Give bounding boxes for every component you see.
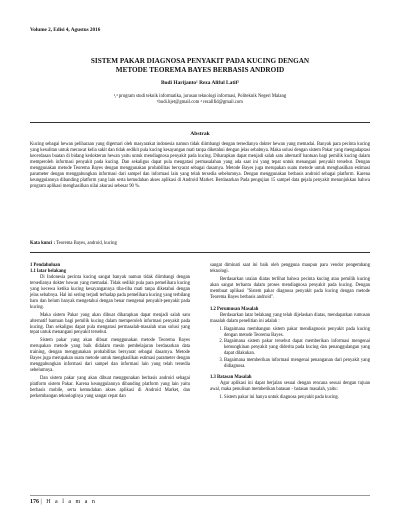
affiliation bbox=[60, 94, 340, 107]
paragraph: Berdasarkan uraian diatas terlihat bahwa pecinta kucing atau pemilik kucing akan sangat terbantu dalam proses mendiagnosa penyakit pada kucing. Dengan membuat aplikasi "Sistem pakar diagnosa penyakit pada kucing dengan metode Teorema Bayes berbasis android". bbox=[210, 276, 370, 300]
problem-list bbox=[210, 327, 370, 371]
list-item: 2. Bagaimana sistem pakar tersebut dapat memberikan informasi mengenai kemungkinan penyakit yang diderita pada kucing dan penanggulangan yang dapat dilakukan. bbox=[224, 339, 370, 357]
list-item: 1. Sistem pakar ini hanya untuk diagnosa penyakit pada kucing. bbox=[224, 395, 370, 401]
paragraph: sangat diminati saat ini baik oleh pengguna maupun para vendor pengembang teknologi. bbox=[210, 263, 370, 274]
abstract-body: Kucing sebagai hewan peliharaan yang digemari oleh masyarakat indonesia namun tidak diimbangi dengan tersedianya dokter hewan yang memadai. Banyak para pecinta kucing yang kesulitan untuk merawat kelia sakit dan tidak sedikit pula kucing kesayangan mati tanpa diketahui dengan jelas sebabnya. Maka solusi dengan sistem Pakar yang mengadaptasi kecerdasan buatan di bidang kedokteran hewan yaitu untuk mendiagnosa penyakit pada kucing. Diharapkan dapat menjadi salah satu alternatif bantuan bagi pemilik kucing dalam memperoleh informasi penyakit pada kucing. Dan sekaligus dapat pula mengatasi permasalahan yang ada saat ini yang tepat untuk menangani penyakit tersebut. Dengan menggunakan metode Teorema Bayes dengan menggunakan probabilitas bersyarat sebagai dasarnya. Metode Bayes juga merupakan suatu metode untuk menghasilkan estimasi parameter dengan menggabungkan informasi dari sampel dan informasi lain yang telah tersedia sebelumnya. Dengan menggunakan berbasis android sebagai platform. Karena keunggulannya dibanding platform yang lain serta kemudahan akses aplikasi di Android Market. Berdasarkan Pada pengujian 15 sampel data gejala penyakit menunjukkan bahwa program aplikasi menghasilkan nilai akurasi sebesar 90 %. bbox=[30, 142, 370, 189]
paragraph: Dan sistem pakar yang akan dibuat menggunakan berbasis android sebagai platform sistem Pakar. Karena keunggulannya dibanding platform yang lain yaitu berbasis mobile, serta kemudahan akses aplikasi di Android Market, dan perkembangan teknologinya yang sangat cepat dan bbox=[30, 376, 190, 400]
list-item: 1. Bagaimana membangun sistem pakar mendiagnosis penyakit pada kucing dengan metode Teorema Bayes. bbox=[224, 327, 370, 339]
subsection-heading-scope: 1.3 Batasan Masalah bbox=[210, 375, 252, 381]
affiliation-line-1: ¹,² program studi teknik informatika, jurusan teknologi informasi, Politeknik Negeri Malang bbox=[113, 94, 287, 99]
keywords-value: Teorema Bayes, android, kucing bbox=[56, 241, 117, 246]
right-column bbox=[210, 263, 370, 402]
scope-list bbox=[210, 395, 370, 401]
footer-divider bbox=[30, 495, 370, 496]
page-label: | H a l a m a n bbox=[40, 499, 97, 505]
subsection-heading-background: 1.1 latar belakang bbox=[30, 268, 66, 274]
list-item: 3. Bagaimana memberikan informasi mengenai penanganan dari penyakit yang didiagnosa. bbox=[224, 358, 370, 370]
page-number: 176 bbox=[30, 499, 39, 505]
divider-bottom bbox=[30, 252, 370, 253]
left-column bbox=[30, 263, 190, 402]
paragraph: Maka sistem Pakar yang akan dibuat diharapkan dapat menjadi salah satu alternatif bantuan bagi pemilik kucing dalam memperoleh informasi penyakit pada kucing. Dan sekaligus dapat pula mengatasi permasalah-masalah utau solusi yang tepat untuk menangani penyakit tersebut. bbox=[30, 312, 190, 336]
subsection-heading-problem: 1.2 Perumusan Masalah bbox=[210, 306, 259, 312]
journal-header: Volume 2, Edisi 4, Agustus 2016 bbox=[30, 27, 101, 33]
affiliation-emails: ¹budi.hjet@gmail.com ² rezalifid@gmail.com bbox=[157, 100, 243, 106]
title-line-1: SISTEM PAKAR DIAGNOSA PENYAKIT PADA KUCING DENGAN bbox=[90, 57, 310, 65]
paper-title bbox=[40, 57, 360, 75]
paragraph: Agar aplikasi ini dapat berjalan sesuai dengan rencana sesuai dengan tujuan awal, maka penulisan memberikan batasan - batasan masalah, yaitu: bbox=[210, 381, 370, 393]
abstract-title: Abstrak bbox=[190, 131, 210, 137]
keywords bbox=[30, 241, 370, 246]
authors: Budi Harijanto¹ Reza Aliful Latif² bbox=[160, 80, 240, 86]
section-heading-introduction: 1 Pendahuluan bbox=[30, 263, 61, 268]
title-line-2: METODE TEOREMA BAYES BERBASIS ANDROID bbox=[115, 66, 285, 74]
paragraph: Di Indonesia pecinta kucing sangat banyak namun tidak diimbangi dengan tersedianya dokter hewan yang memadai. Tidak sedikit pula para pemelihara kucing yang kecewa ketika kucing kesayangannya tiba-tiba mati tanpa diketahui dengan jelas sebabnya. Hal ini sering terjadi terhadap pada pemelihara kucing yang terbilang baru dan belum banyak mengetahui dengan benar mengenai penyakit-penyakit pada kucing. bbox=[30, 274, 190, 310]
page-footer bbox=[30, 499, 96, 505]
paragraph: Berdasarkan latar belakang yang telah dijelaskan diatas, mendapatkan rumusan masalah dalam penelitian ini adalah : bbox=[210, 312, 370, 324]
paragraph: Sistem pakar yang akan dibuat menggunakan metode Teorema Bayes merupakan metode yang baik didalam mesin pembelajaran berdasarkan data training, dengan menggunakan probabilitas bersyarat sebagai dasarnya. Metode Bayes juga merupakan suatu metode untuk menghasilkan estimasi parameter dengan menggabungkan informasi dari sampel dan informasi lain yang telah tersedia sebelumnya. bbox=[30, 338, 190, 374]
keywords-label: Kata kunci : bbox=[30, 241, 56, 246]
divider-top bbox=[30, 122, 370, 123]
